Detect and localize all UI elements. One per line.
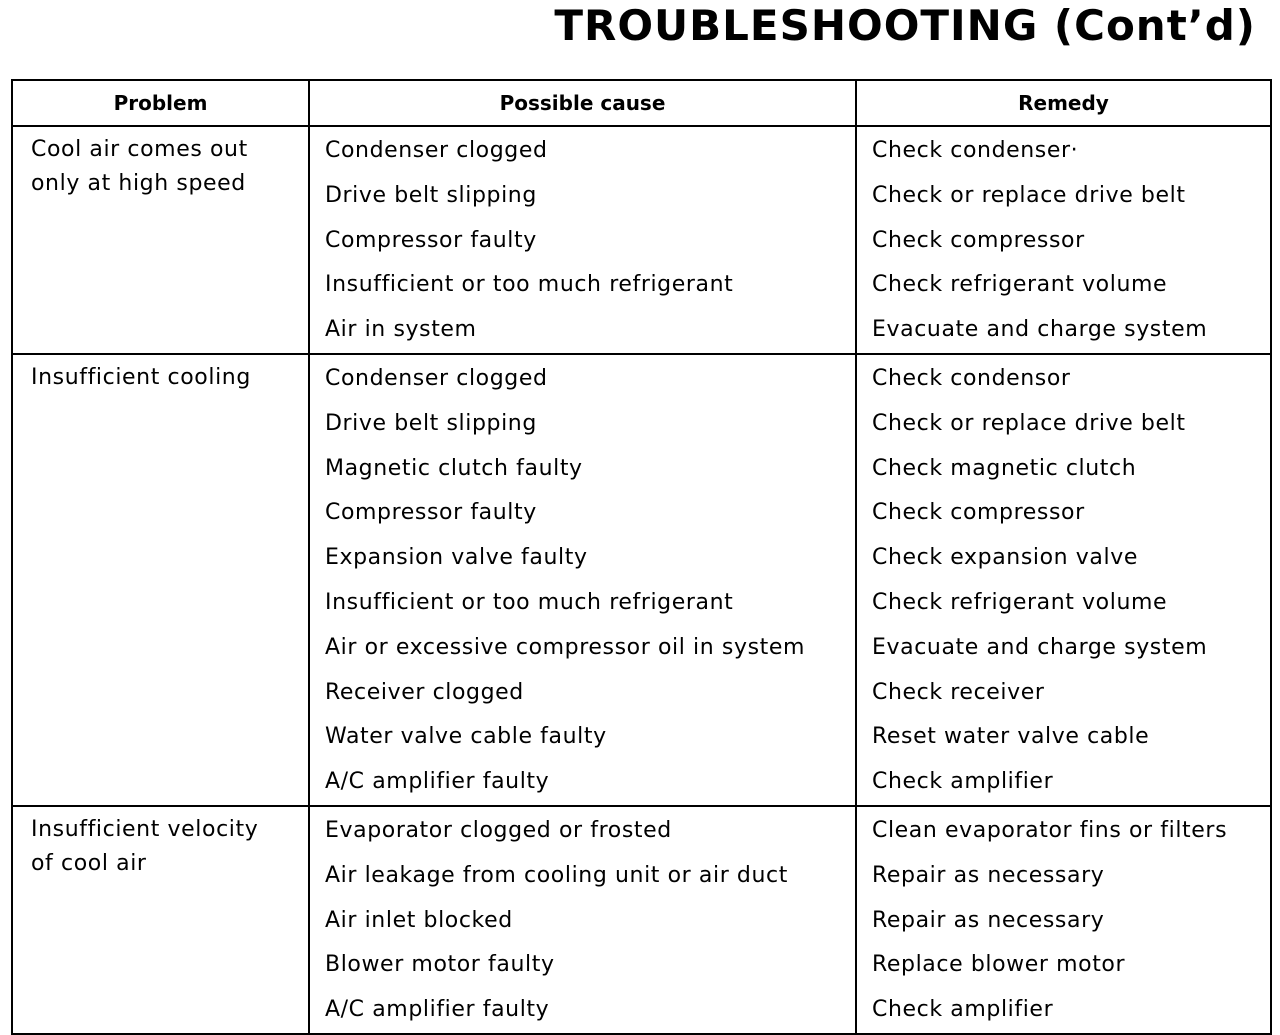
column-header-possible-cause: Possible cause	[309, 80, 856, 126]
cause-item: Expansion valve faulty	[325, 545, 588, 571]
column-header-problem: Problem	[12, 80, 309, 126]
problem-text: Insufficient velocity of cool air	[31, 816, 259, 876]
remedy-item: Reset water valve cable	[872, 724, 1150, 750]
remedy-item: Check expansion valve	[872, 545, 1138, 571]
remedy-item: Check amplifier	[872, 997, 1054, 1023]
cause-item: Blower motor faulty	[325, 952, 555, 978]
remedy-item: Check magnetic clutch	[872, 455, 1137, 481]
table-row	[12, 806, 1271, 1034]
remedy-item: Check compressor	[872, 227, 1085, 253]
remedy-item: Check amplifier	[872, 769, 1054, 795]
cause-item: Condenser clogged	[325, 365, 548, 391]
cause-item: Magnetic clutch faulty	[325, 455, 583, 481]
remedy-cell	[856, 126, 1271, 354]
troubleshooting-table	[11, 79, 1272, 1035]
remedy-item: Check refrigerant volume	[872, 589, 1168, 615]
remedy-item: Evacuate and charge system	[872, 317, 1208, 343]
cause-item: Compressor faulty	[325, 227, 537, 253]
cause-cell	[309, 806, 856, 1034]
cause-item: Water valve cable faulty	[325, 724, 607, 750]
remedy-item: Check receiver	[872, 679, 1045, 705]
cause-item: Air leakage from cooling unit or air duct	[325, 862, 788, 888]
remedy-cell	[856, 354, 1271, 806]
cause-item: Evaporator clogged or frosted	[325, 817, 672, 843]
cause-item: A/C amplifier faulty	[325, 997, 550, 1023]
problem-cell	[12, 126, 309, 354]
remedy-item: Repair as necessary	[872, 862, 1105, 888]
remedy-item: Check condensor	[872, 365, 1071, 391]
cause-item: Drive belt slipping	[325, 410, 537, 436]
remedy-item: Check refrigerant volume	[872, 272, 1168, 298]
cause-item: Air in system	[325, 317, 477, 343]
cause-item: Air inlet blocked	[325, 907, 513, 933]
remedy-item: Clean evaporator fins or filters	[872, 817, 1228, 843]
remedy-item: Check or replace drive belt	[872, 182, 1186, 208]
cause-item: Receiver clogged	[325, 679, 524, 705]
cause-item: A/C amplifier faulty	[325, 769, 550, 795]
remedy-item: Replace blower motor	[872, 952, 1126, 978]
cause-cell	[309, 126, 856, 354]
cause-item: Air or excessive compressor oil in system	[325, 634, 806, 660]
problem-cell	[12, 806, 309, 1034]
cause-item: Compressor faulty	[325, 500, 537, 526]
remedy-item: Repair as necessary	[872, 907, 1105, 933]
page-title: TROUBLESHOOTING (Cont’d)	[554, 1, 1256, 50]
column-header-remedy: Remedy	[856, 80, 1271, 126]
problem-cell	[12, 354, 309, 806]
remedy-item: Check compressor	[872, 500, 1085, 526]
table-row	[12, 354, 1271, 806]
problem-text: Cool air comes out only at high speed	[31, 137, 248, 196]
problem-text: Insufficient cooling	[31, 364, 251, 390]
table-row	[12, 126, 1271, 354]
cause-item: Insufficient or too much refrigerant	[325, 589, 734, 615]
remedy-item: Evacuate and charge system	[872, 634, 1208, 660]
remedy-cell	[856, 806, 1271, 1034]
cause-item: Condenser clogged	[325, 138, 548, 163]
remedy-item: Check or replace drive belt	[872, 410, 1186, 436]
remedy-item: Check condenser·	[872, 138, 1079, 163]
cause-item: Insufficient or too much refrigerant	[325, 272, 734, 298]
cause-cell	[309, 354, 856, 806]
table-header-row	[12, 80, 1271, 126]
cause-item: Drive belt slipping	[325, 182, 537, 208]
